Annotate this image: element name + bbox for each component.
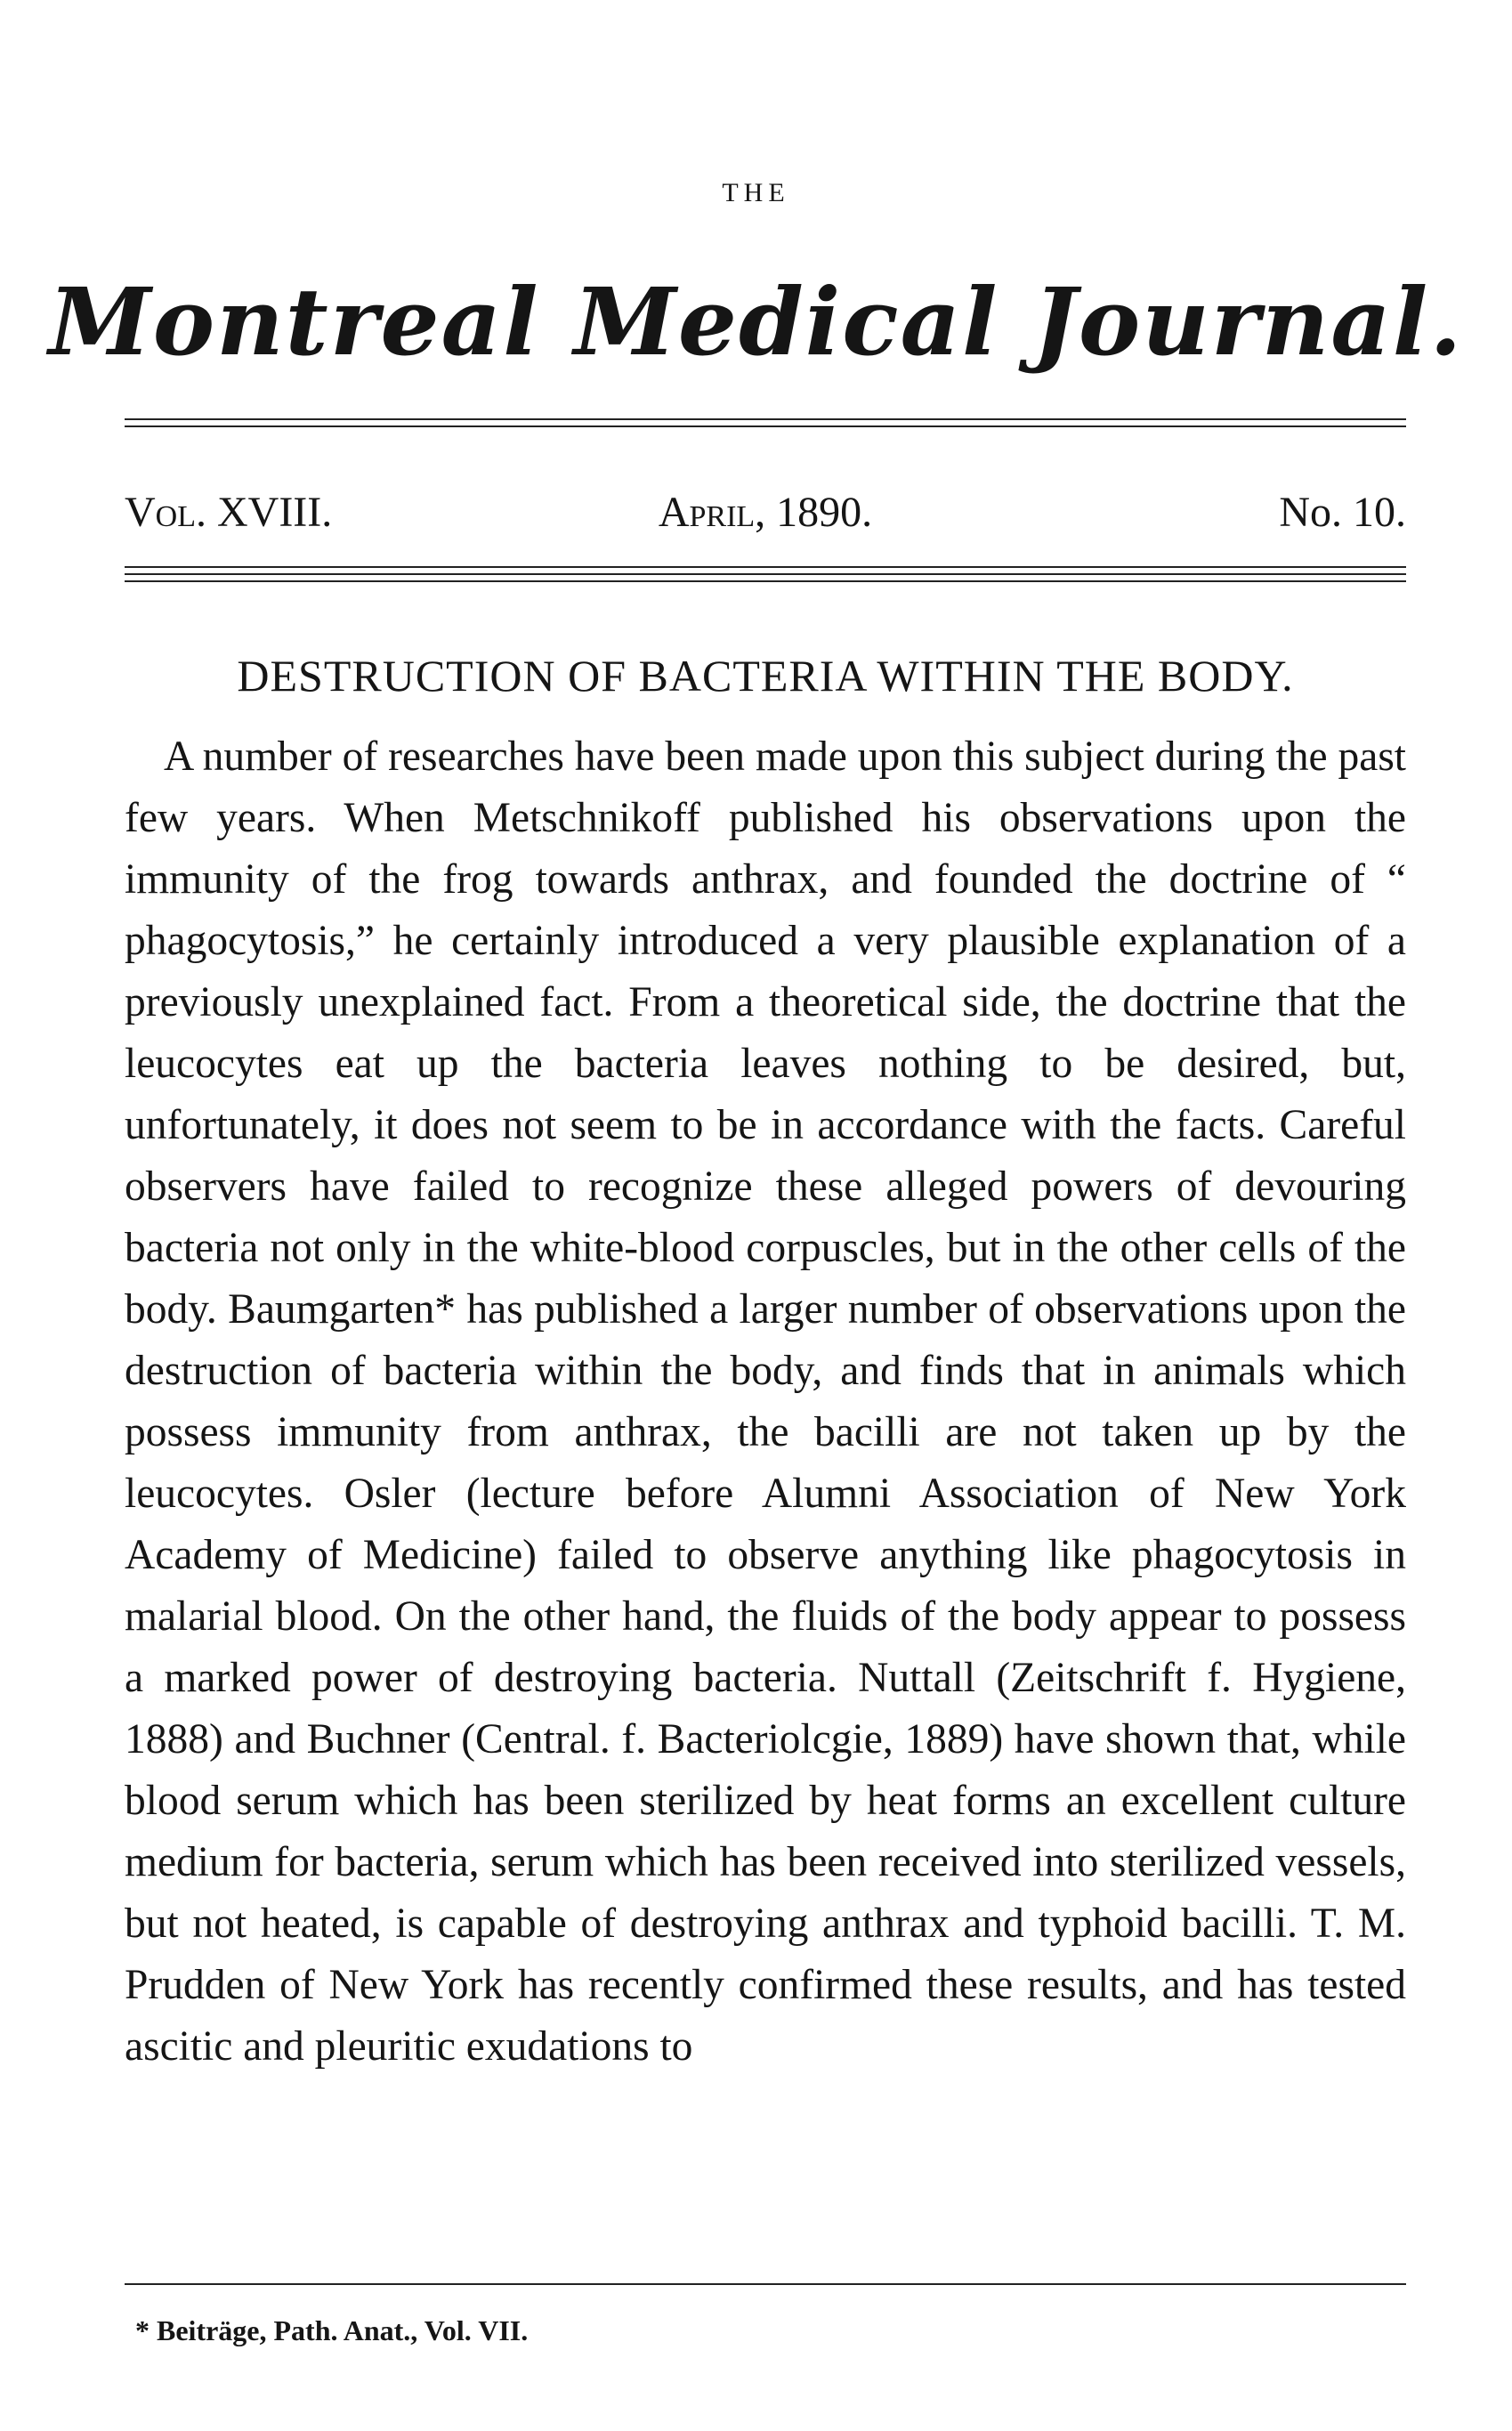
top-rule-1 xyxy=(125,418,1406,420)
volume-label: Vol. XVIII. xyxy=(125,489,333,536)
mid-rule-2 xyxy=(125,573,1406,575)
issue-number: No. 10. xyxy=(1279,489,1406,536)
journal-title: Montreal Medical Journal. xyxy=(48,267,1464,377)
issue-date: April, 1890. xyxy=(658,489,873,536)
the-heading: THE xyxy=(722,178,790,207)
article-body: A number of researches have been made upon this subject during the past few years. When Metschnikoff published his observations upon the immunity of the frog towards anthrax, and founded the doctrine of “ phagocytosis,” he certainly introduced a very plausible explanation of a previously unexplained fact. From a theoretical side, the doctrine that the leucocytes eat up the bacteria leaves nothing to be desired, but, unfortunately, it does not seem to be in accordance with the facts. Careful observers have failed to recognize these alleged powers of devouring bacteria not only in the white-blood corpuscles, but in the other cells of the body. Baumgarten* has published a larger number of observations upon the destruction of bacteria within the body, and finds that in animals which possess immunity from anthrax, the bacilli are not taken up by the leucocytes. Osler (lecture before Alumni Association of New York Academy of Medicine) failed to observe anything like phagocytosis in malarial blood. On the other hand, the fluids of the body appear to possess a marked power of destroying bacteria. Nuttall (Zeitschrift f. Hygiene, 1888) and Buchner (Central. f. Bacteriolcgie, 1889) have shown that, while blood serum which has been sterilized by heat forms an excellent culture medium for bacteria, serum which has been received into sterilized vessels, but not heated, is capable of destroying anthrax and typhoid bacilli. T. M. Prudden of New York has recently confirmed these results, and has tested ascitic and pleuritic exudations to xyxy=(125,733,1406,2070)
footnote: * Beiträge, Path. Anat., Vol. VII. xyxy=(135,2314,529,2346)
issue-line xyxy=(125,488,1406,541)
footnote-rule xyxy=(125,2283,1406,2285)
mid-rule-1 xyxy=(125,566,1406,568)
mid-rule-3 xyxy=(125,580,1406,582)
article-title: DESTRUCTION OF BACTERIA WITHIN THE BODY. xyxy=(237,651,1294,701)
top-rule-2 xyxy=(125,425,1406,427)
